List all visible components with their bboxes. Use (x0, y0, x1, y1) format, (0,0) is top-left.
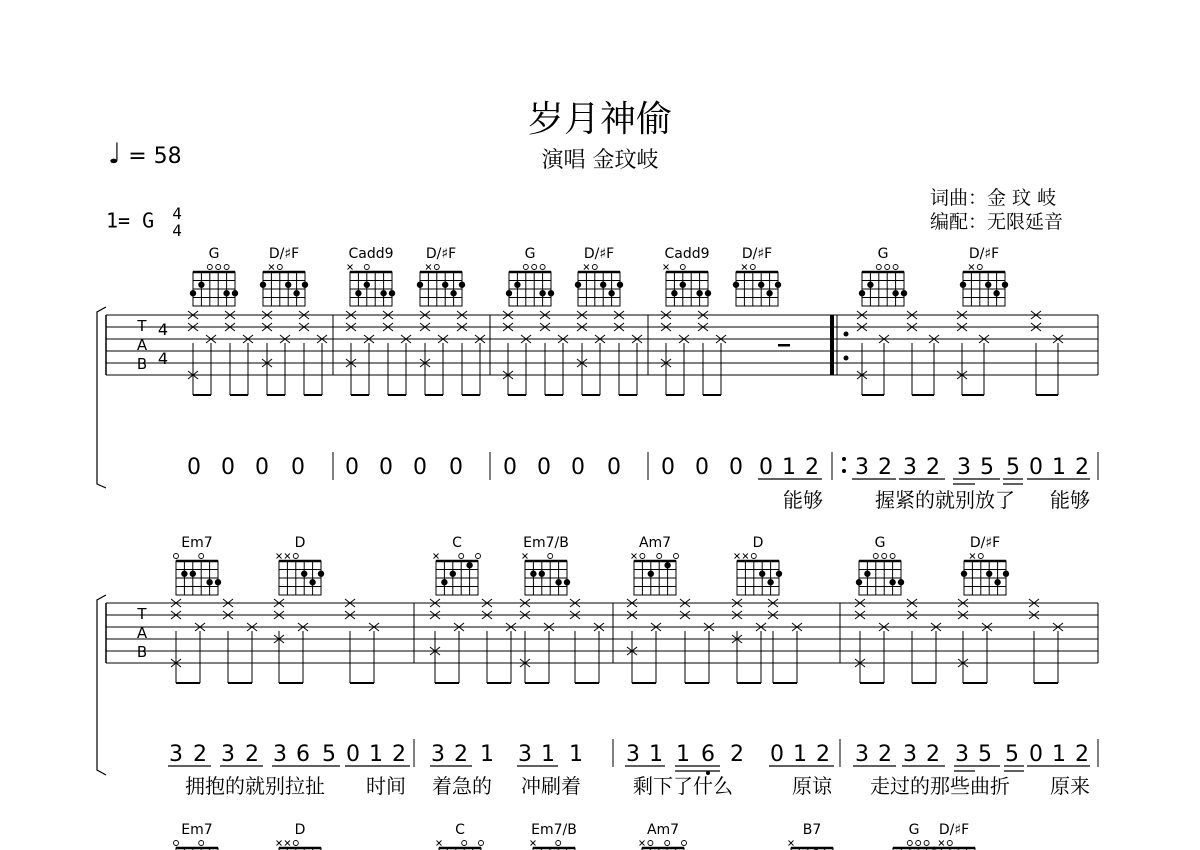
jianpu-note: 3 (855, 455, 869, 480)
lyric: 剩下了什么 (633, 774, 733, 798)
open-string-mark (293, 841, 298, 846)
chord-finger-dot (758, 282, 764, 288)
jianpu-note: 0 (346, 742, 360, 767)
open-string-mark (523, 265, 528, 270)
open-string-mark (216, 265, 221, 270)
open-string-mark (907, 841, 912, 846)
chord-finger-dot (859, 290, 865, 296)
chord-finger-dot (364, 282, 370, 288)
chord-finger-dot (856, 579, 862, 585)
chord-finger-dot (215, 579, 221, 585)
chord-finger-dot (285, 282, 291, 288)
open-string-mark (924, 841, 929, 846)
chord-finger-dot (380, 290, 386, 296)
lyric: 原谅 (792, 774, 832, 798)
chord-finger-dot (442, 282, 448, 288)
chord-finger-dot (459, 282, 465, 288)
chord-finger-dot (648, 571, 654, 577)
chord-name: D/♯F (938, 822, 970, 838)
chord-finger-dot (985, 282, 991, 288)
tab-clef-t: T (137, 317, 147, 335)
open-string-mark (750, 265, 755, 270)
jianpu-note: 1 (1052, 455, 1066, 480)
jianpu-note: 0 (187, 455, 201, 480)
jianpu-note: 0 (695, 455, 709, 480)
chord-name: G (524, 246, 536, 262)
jianpu-note: 0 (729, 455, 743, 480)
open-string-mark (876, 265, 881, 270)
open-string-mark (174, 554, 179, 559)
chord-name: G (877, 246, 889, 262)
open-string-mark (648, 841, 653, 846)
chord-finger-dot (680, 282, 686, 288)
open-string-mark (947, 841, 952, 846)
chord-finger-dot (417, 282, 423, 288)
jianpu-note: 2 (816, 742, 830, 767)
chord-finger-dot (889, 579, 895, 585)
lyric: 能够 (1050, 488, 1090, 512)
chord-finger-dot (961, 571, 967, 577)
jianpu-note: 0 (759, 455, 773, 480)
chord-finger-dot (993, 290, 999, 296)
chord-name: D/♯F (583, 246, 615, 262)
chord-finger-dot (986, 571, 992, 577)
jianpu-note: 1 (676, 742, 690, 767)
chord-name: D (752, 535, 764, 551)
chord-finger-dot (506, 290, 512, 296)
chord-finger-dot (892, 290, 898, 296)
open-string-mark (364, 265, 369, 270)
open-string-mark (751, 554, 756, 559)
chord-finger-dot (608, 290, 614, 296)
jianpu-note: 6 (701, 742, 715, 767)
system-bracket (97, 595, 106, 775)
chord-finger-dot (994, 579, 1000, 585)
open-string-mark (540, 265, 545, 270)
time-signature-top: 4 (172, 204, 182, 223)
chord-finger-dot (539, 290, 545, 296)
jianpu-note: 5 (1005, 742, 1019, 767)
jianpu-note: 3 (903, 455, 917, 480)
chord-name: Em7 (181, 822, 213, 838)
jianpu-note: 5 (978, 742, 992, 767)
open-string-mark (680, 265, 685, 270)
jianpu-note: 2 (193, 742, 207, 767)
open-string-mark (592, 265, 597, 270)
jianpu-note: 2 (878, 455, 892, 480)
tab-clef-t: T (137, 605, 147, 623)
jianpu-note: 0 (379, 455, 393, 480)
chord-finger-dot (190, 571, 196, 577)
open-string-mark (462, 841, 467, 846)
chord-name: D (294, 822, 306, 838)
chord-finger-dot (664, 562, 670, 568)
chord-finger-dot (705, 290, 711, 296)
chord-finger-dot (898, 579, 904, 585)
jianpu-note: 2 (1075, 455, 1089, 480)
chord-finger-dot (775, 282, 781, 288)
chord-finger-dot (1002, 282, 1008, 288)
time-signature-bottom: 4 (172, 221, 182, 240)
key-label: 1= G (106, 208, 155, 233)
open-string-mark (977, 265, 982, 270)
jianpu-note: 1 (369, 742, 383, 767)
chord-name: B7 (802, 822, 822, 838)
open-string-mark (548, 554, 553, 559)
chord-finger-dot (466, 562, 472, 568)
jianpu-note: 1 (541, 742, 555, 767)
chord-name: D/♯F (741, 246, 773, 262)
chord-name: G (908, 822, 920, 838)
jianpu-note: 1 (480, 742, 494, 767)
open-string-mark (459, 554, 464, 559)
chord-name: D/♯F (425, 246, 457, 262)
chord-finger-dot (617, 282, 623, 288)
chord-finger-dot (960, 282, 966, 288)
chord-finger-dot (776, 571, 782, 577)
chord-finger-dot (671, 290, 677, 296)
jianpu-note: 3 (518, 742, 532, 767)
jianpu-note: 1 (569, 742, 583, 767)
jianpu-note: 5 (980, 455, 994, 480)
open-string-mark (665, 841, 670, 846)
chord-finger-dot (441, 579, 447, 585)
open-string-mark (174, 841, 179, 846)
chord-name: Em7/B (531, 822, 577, 838)
chord-finger-dot (530, 571, 536, 577)
open-string-mark (890, 554, 895, 559)
chord-finger-dot (1003, 571, 1009, 577)
chord-name: D/♯F (268, 246, 300, 262)
open-string-mark (199, 841, 204, 846)
jianpu-note: 2 (926, 742, 940, 767)
chord-name: Am7 (638, 535, 672, 551)
open-string-mark (479, 841, 484, 846)
open-string-mark (532, 265, 537, 270)
jianpu-note: 3 (955, 742, 969, 767)
jianpu-note: 0 (255, 455, 269, 480)
chord-name: Em7/B (523, 535, 569, 551)
jianpu-note: 3 (431, 742, 445, 767)
jianpu-note: 3 (626, 742, 640, 767)
chord-finger-dot (575, 282, 581, 288)
chord-finger-dot (696, 290, 702, 296)
chord-name: Cadd9 (664, 246, 710, 262)
open-string-mark (224, 265, 229, 270)
jianpu-note: 3 (221, 742, 235, 767)
chord-name: D (294, 535, 306, 551)
chord-name: D/♯F (968, 246, 1000, 262)
open-string-mark (885, 265, 890, 270)
chord-finger-dot (293, 290, 299, 296)
quarter-note-icon: ♩ (108, 137, 122, 170)
chord-finger-dot (733, 282, 739, 288)
open-string-mark (640, 554, 645, 559)
lyric: 拥抱的就别拉扯 (185, 774, 325, 798)
credit-arrangement: 编配：无限延音 (930, 211, 1064, 233)
performer-line: 演唱 金玟岐 (541, 148, 659, 173)
system-bracket (97, 307, 106, 488)
rest-symbol (778, 344, 790, 347)
jianpu-note: 2 (454, 742, 468, 767)
tab-time-bottom: 4 (157, 349, 169, 368)
lyric: 原来 (1050, 774, 1090, 798)
open-string-mark (277, 265, 282, 270)
chord-name: C (452, 535, 462, 551)
jianpu-note: 2 (878, 742, 892, 767)
jianpu-note: 3 (169, 742, 183, 767)
chord-finger-dot (206, 579, 212, 585)
jianpu-note: 3 (273, 742, 287, 767)
open-string-mark (556, 841, 561, 846)
chord-finger-dot (232, 290, 238, 296)
jianpu-note: 3 (903, 742, 917, 767)
chord-finger-dot (767, 579, 773, 585)
jianpu-note: 0 (1029, 742, 1043, 767)
chord-finger-dot (864, 571, 870, 577)
open-string-mark (199, 554, 204, 559)
chord-finger-dot (318, 571, 324, 577)
open-string-mark (682, 841, 687, 846)
chord-finger-dot (355, 290, 361, 296)
chord-name: G (208, 246, 220, 262)
lyric: 能够 (783, 488, 823, 512)
jianpu-note: 2 (1075, 742, 1089, 767)
repeat-dot (844, 332, 849, 337)
tab-clef-b: B (136, 643, 148, 661)
tab-clef-a: A (136, 624, 148, 642)
jianpu-note: 0 (537, 455, 551, 480)
chord-finger-dot (260, 282, 266, 288)
jianpu-note: 0 (291, 455, 305, 480)
chord-finger-dot (867, 282, 873, 288)
jianpu-note: 0 (221, 455, 235, 480)
chord-finger-dot (901, 290, 907, 296)
open-string-mark (207, 265, 212, 270)
chord-finger-dot (548, 290, 554, 296)
jianpu-note: 2 (245, 742, 259, 767)
song-title: 岁月神偷 (527, 99, 672, 140)
jianpu-note: 0 (1029, 455, 1043, 480)
jianpu-note: 0 (571, 455, 585, 480)
jianpu-note: 0 (345, 455, 359, 480)
jianpu-note: 0 (770, 742, 784, 767)
lyric: 冲刷着 (521, 774, 581, 798)
open-string-mark (293, 554, 298, 559)
jianpu-note: 1 (1052, 742, 1066, 767)
chord-finger-dot (759, 571, 765, 577)
chord-finger-dot (450, 571, 456, 577)
open-string-mark (916, 841, 921, 846)
jianpu-note: 5 (322, 742, 336, 767)
chord-name: C (455, 822, 465, 838)
chord-finger-dot (181, 571, 187, 577)
repeat-dot (844, 356, 849, 361)
jianpu-note: 5 (1006, 455, 1020, 480)
jianpu-note: 0 (503, 455, 517, 480)
tempo-value: = 58 (128, 144, 182, 169)
open-string-mark (882, 554, 887, 559)
chord-finger-dot (389, 290, 395, 296)
jianpu-note: 2 (392, 742, 406, 767)
chord-finger-dot (302, 282, 308, 288)
jianpu-repeat-dot (842, 469, 846, 473)
credit-lyrics-music: 词曲：金 玟 岐 (930, 187, 1057, 209)
chord-finger-dot (564, 579, 570, 585)
lyric: 握紧的就别放了 (875, 488, 1015, 512)
jianpu-note: 1 (793, 742, 807, 767)
lyric: 着急的 (432, 774, 492, 798)
chord-finger-dot (600, 282, 606, 288)
chord-name: G (874, 535, 886, 551)
open-string-mark (657, 554, 662, 559)
chord-name: Cadd9 (348, 246, 394, 262)
tab-time-top: 4 (157, 320, 169, 339)
chord-finger-dot (198, 282, 204, 288)
jianpu-note: 2 (926, 455, 940, 480)
jianpu-note: 0 (413, 455, 427, 480)
open-string-mark (434, 265, 439, 270)
jianpu-note: 2 (805, 455, 819, 480)
jianpu-note: 0 (661, 455, 675, 480)
open-string-mark (893, 265, 898, 270)
chord-finger-dot (309, 579, 315, 585)
chord-finger-dot (301, 571, 307, 577)
jianpu-note: 0 (449, 455, 463, 480)
open-string-mark (476, 554, 481, 559)
lyric: 时间 (366, 774, 406, 798)
lyric: 走过的那些曲折 (870, 774, 1010, 798)
jianpu-note: 0 (607, 455, 621, 480)
jianpu-note: 1 (782, 455, 796, 480)
chord-finger-dot (450, 290, 456, 296)
chord-name: Am7 (646, 822, 680, 838)
chord-finger-dot (766, 290, 772, 296)
open-string-mark (873, 554, 878, 559)
chord-finger-dot (514, 282, 520, 288)
jianpu-note: 6 (296, 742, 310, 767)
chord-finger-dot (223, 290, 229, 296)
chord-finger-dot (555, 579, 561, 585)
jianpu-repeat-dot (842, 457, 846, 461)
chord-finger-dot (539, 571, 545, 577)
chord-finger-dot (190, 290, 196, 296)
jianpu-note: 2 (730, 742, 744, 767)
jianpu-note: 3 (957, 455, 971, 480)
jianpu-note: 1 (649, 742, 663, 767)
chord-name: D/♯F (969, 535, 1001, 551)
jianpu-note: 3 (855, 742, 869, 767)
open-string-mark (978, 554, 983, 559)
tab-clef-a: A (136, 336, 148, 354)
open-string-mark (674, 554, 679, 559)
tab-clef-b: B (136, 355, 148, 373)
chord-name: Em7 (181, 535, 213, 551)
